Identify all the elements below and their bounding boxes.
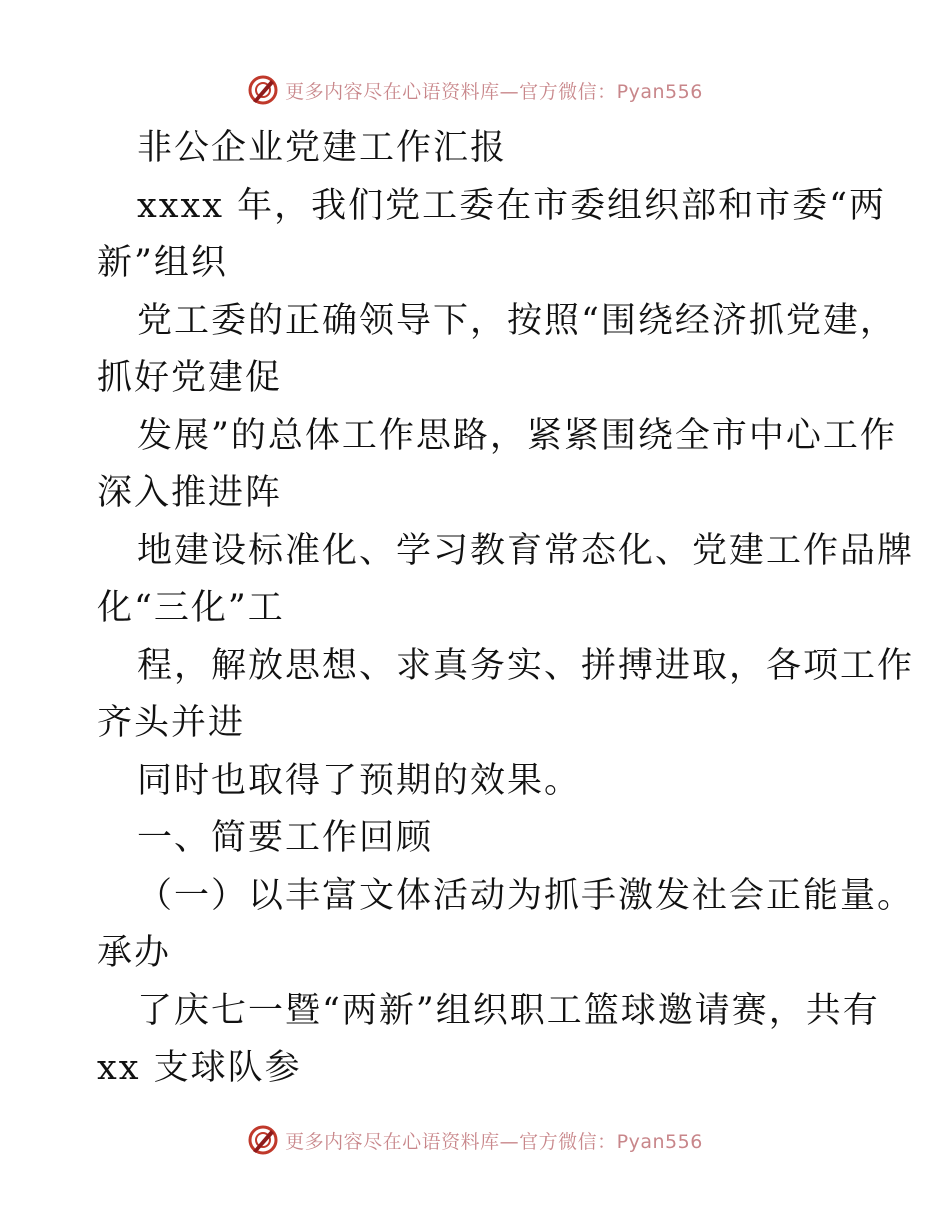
text-line: 抓好党建促: [97, 358, 283, 398]
text-line: 新”组织: [97, 243, 228, 283]
text-line: xx 支球队参: [97, 1048, 302, 1088]
text-line: 程，解放思想、求真务实、拼搏进取，各项工作: [137, 645, 915, 686]
text-line: （一）以丰富文体活动为抓手激发社会正能量。: [137, 875, 915, 916]
text-line: 化“三化”工: [97, 588, 285, 628]
footer-watermark: [0, 1120, 950, 1160]
text-line: xxxx 年，我们党工委在市委组织部和市委“两: [137, 185, 886, 226]
text-line: 地建设标准化、学习教育常态化、党建工作品牌: [137, 530, 915, 571]
text-line: 承办: [97, 933, 172, 973]
text-line: 深入推进阵: [97, 473, 283, 513]
red-quill-logo-icon: [247, 74, 279, 106]
document-body: [97, 120, 915, 1098]
watermark-text: 更多内容尽在心语资料库—官方微信：Pyan556: [285, 1130, 703, 1153]
text-line: 了庆七一暨“两新”组织职工篮球邀请赛，共有: [137, 990, 880, 1031]
text-line: 同时也取得了预期的效果。: [137, 760, 582, 801]
watermark-text: 更多内容尽在心语资料库—官方微信：Pyan556: [285, 80, 703, 103]
header-watermark: [0, 70, 950, 110]
text-line: 非公企业党建工作汇报: [137, 128, 508, 168]
text-line: 齐头并进: [97, 703, 246, 743]
text-line: 一、简要工作回顾: [137, 818, 434, 858]
red-quill-logo-icon: [247, 1124, 279, 1156]
text-line: 发展”的总体工作思路，紧紧围绕全市中心工作: [137, 415, 897, 456]
text-line: 党工委的正确领导下，按照“围绕经济抓党建，: [137, 300, 897, 341]
